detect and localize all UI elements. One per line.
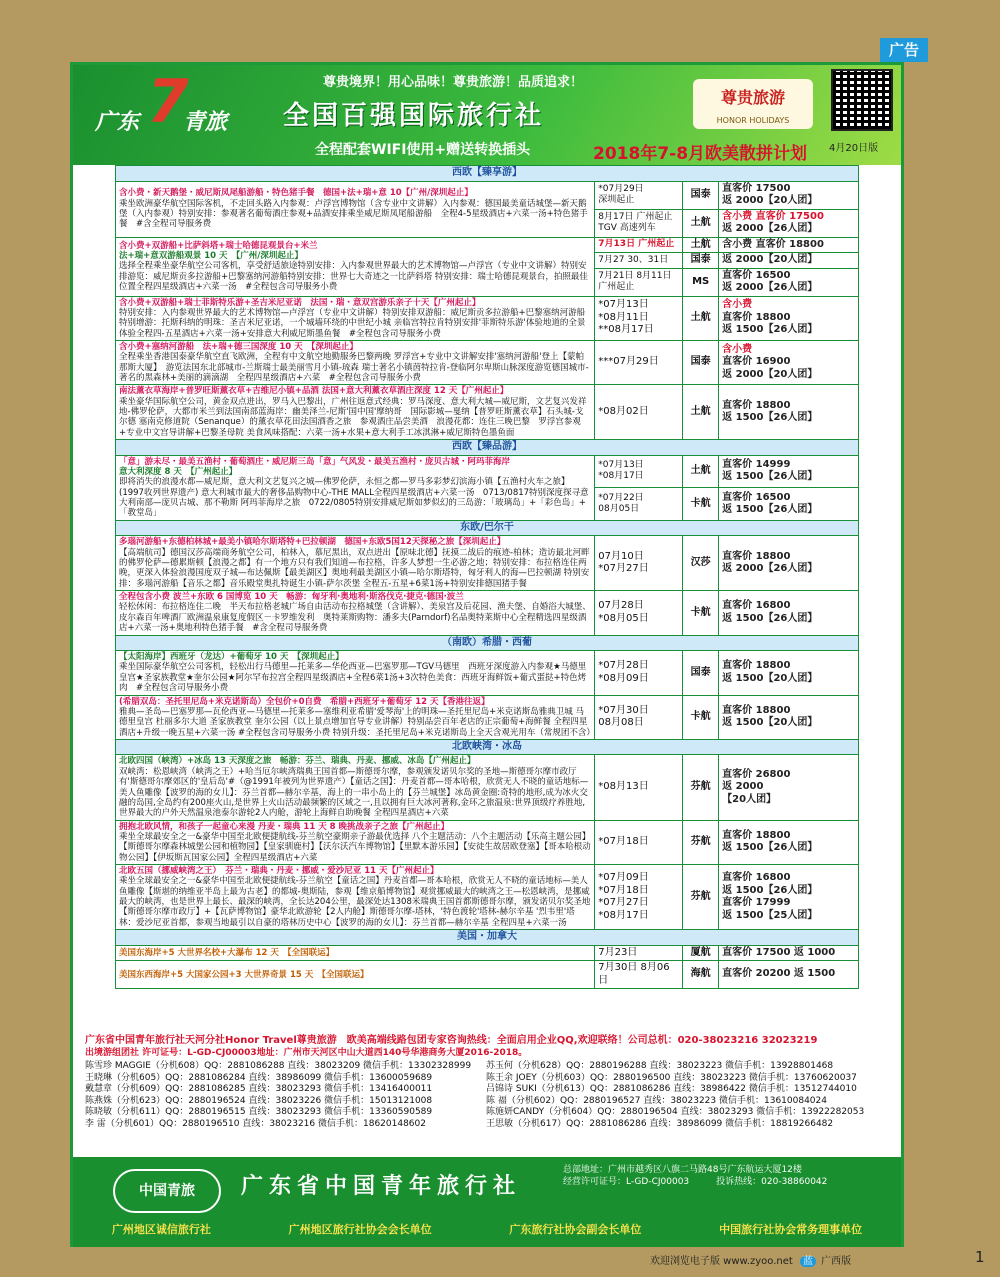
website-link[interactable]: 欢迎浏览电子版 www.zyoo.net [650,1256,793,1267]
tour-date: 7月13日 广州起止 [595,237,683,253]
tour-row[interactable] [116,455,859,488]
price: 直客价 26800 [722,768,791,780]
staff-list [85,1061,895,1130]
airline: 汉莎 [683,536,719,591]
tour-date: *08月13日 [595,755,683,820]
staff-item: 陈王余 JOEY（分机603）QQ：2880196500 直线：38023223 微信手机：13760620037 [486,1072,857,1083]
airline: 国泰 [683,181,719,209]
staff-item: 陈雪珍 MAGGIE（分机608）QQ：2881086288 直线：38023209 微信手机：13302328999 [85,1061,472,1072]
brand-footer [73,1157,901,1247]
rebate: 返 1500【26人团】 [722,884,818,896]
rebate: 返 2000【20人团】 [719,253,859,269]
slogan: 尊贵境界！用心品味！尊贵旅游！品质追求！ [323,75,584,90]
brand-slogan: 广东旅行社协会副会长单位 [509,1223,642,1236]
tour-row[interactable] [116,296,859,340]
agency-logo [87,67,247,151]
tour-title: 美国东海岸+5 大世界名校+大瀑布 12 天 【全国联运】 [116,945,595,961]
airline: 厦航 [683,945,719,961]
tour-row[interactable] [116,755,859,820]
brand-license-line: 经营许可证号：L-GD-CJ00003 投诉热线：020-38860042 [563,1176,828,1187]
rebate: 返 1500【20人团】 [722,672,818,684]
airline: 土航 [683,237,719,253]
brand-slogan: 广州地区诚信旅行社 [111,1223,211,1236]
tour-date: *07月09日 [598,872,649,884]
price: 直客价 18800 [722,829,791,841]
rebate: 返 1500【26人团】 [722,324,818,336]
tour-date: 08月08日 [598,717,644,729]
tour-desc: 【高端航司】德国汉莎高端商务航空公司，柏林入，慕尼黑出，双点进出【原味北德】抚摸二战后的痕迹-柏林；造访最北河畔的佛罗伦萨—德累斯顿【浪漫之都】有一个地方只有我们知道—布拉格，许多人梦想一生必游之地；特别安排：布拉格连住两晚，更深入体验浪漫国度双子城—布达佩斯【最美湖区】奥地利最美湖区小镇—哈尔斯塔特，匈牙利人的海—巴拉顿湖 特别安排：多瑙河游船【音乐之都】音乐殿堂奥扎特诞生小镇-萨尔茨堡 全程五-五星+6菜1汤+特别安排德国猪手餐 [119,547,590,589]
tour-desc: 选择全程乘坐豪华航空公司客机，享受舒适旅途特别安排：入内参观世界最大的艺术博物馆—卢浮宫（专业中文讲解）特别安排游览：威尼斯贡多拉游船+巴黎塞纳河游船特别安排：世界七大奇迹之一比萨斜塔 特别安排：瑞士哈德昆观景台，拍照最佳位置全程四星级酒店+六菜一汤 #全程包含司导服务小费 [119,261,588,293]
staff-item: 王晓琳（分机605）QQ：2881086284 直线：38986099 微信手机：13600059689 [85,1072,433,1083]
tour-date-note: TGV 高速列车 [598,223,656,233]
tour-date: 7月27 30、31日 [595,253,683,269]
section-header: 美国・加拿大 [116,930,859,946]
contact-info [85,1035,895,1130]
airline: 海航 [683,961,719,989]
airline: 土航 [683,209,719,237]
staff-item: 李 雷（分机601）QQ：2880196510 直线：38023216 微信手机：18620148602 [85,1118,426,1129]
brand-address-line: 总部地址：广州市越秀区八旗二马路48号广东航运大厦12楼 [563,1165,802,1175]
page-number: 1 [975,1248,985,1266]
airline: 土航 [683,296,719,340]
logo-left-text: 广东 [95,110,140,135]
tour-date: 07月10日 [598,550,644,562]
price: 直客价 16800 [722,872,791,884]
tour-date: *07月22日 [598,492,644,503]
tour-title: 多瑙河游船+东德柏林城+最美小镇哈尔斯塔特+巴拉顿湖 德国+东欧5国12天探秘之旅【深圳起止】 [119,537,506,548]
tour-date: 8月17日 广州起止 [598,211,673,222]
tour-row[interactable] [116,237,859,253]
tour-date: 7月21日 8月11日 [598,270,672,281]
brochure-page [70,62,904,1247]
rebate: 返 2000【20人团】 [722,368,818,380]
tour-date: 7月30日 8月06日 [595,961,683,989]
tour-row[interactable] [116,591,859,635]
rebate: 返 1500【26人团】 [722,612,818,624]
edition-label: 广西版 [821,1256,852,1267]
tour-row[interactable] [116,385,859,440]
plan-title: 2018年7-8月欧美散拼计划 [593,144,808,164]
staff-item: 吕锦诗 SUKI（分机613）QQ：2881086286 直线：38986422 微信手机：13512744010 [486,1084,857,1095]
honor-logo [693,79,813,129]
version-label: 4月20日版 [829,143,879,154]
section-header: （南欧）希腊・西葡 [116,635,859,651]
rebate: 返 2000【20人团】 [722,195,818,206]
section-header: 北欧峡湾・冰岛 [116,739,859,755]
tour-desc: 乘坐欧洲豪华航空国际客机，不走回头路入内参观：卢浮宫博物馆（含专业中文讲解）入内参观：德国最美童话城堡—新天鹅堡（入内参观）特别安排：参观著名葡萄酒庄参观+品酒安排乘坐威尼斯凤尾船游船 全程4-5星级酒店+六菜一汤+特色猪手餐 #含全程司导服务费 [119,198,588,230]
tour-row[interactable] [116,695,859,739]
license-line: 出境游组团社 许可证号：L-GD-CJ00003地址：广州市天河区中山大道西140号华港商务大厦2016-2018。 [85,1047,528,1058]
hotline-line: 广东省中国青年旅行社天河分社Honor Travel尊贵旅游 欧美高端线路包团专家咨询热线：全面启用企业QQ,欢迎联络！公司总机：020-38023216 32023219 [85,1035,818,1046]
logo-right-text: 青旅 [183,110,228,135]
tour-date: *07月18日 [595,820,683,864]
price: 直客价 18800 [722,311,791,323]
tour-date: *08月09日 [598,672,649,684]
tour-title: 含小费・新天鹅堡・威尼斯凤尾船游船・特色猪手餐 德国+法+瑞+意 10【广州/深圳起止】 [119,188,473,199]
tour-row[interactable] [116,536,859,591]
price: 直客价 16900 [722,356,791,368]
price-note: 含小费 [722,343,753,355]
group-size: 【20人团】 [722,793,777,805]
tour-title: 拥抱北欧风情，和孩子一起童心来漫 丹麦・瑞典 11 天 8 晚挑战亲子之旅【广州起止】 [119,821,450,832]
tour-date: *07月28日 [598,660,649,672]
tour-desc: 即将消失的浪漫水都—威尼斯，意大利文艺复兴之城—佛罗伦萨，永恒之都—罗马多彩梦幻滨海小镇【五渔村火车之旅】(1997收列世界遗产) 意大利城市最大的奢侈品购物中心-THE MALL全程四星级酒店+六菜一汤 0713/0817特别深度探寻意大利南部—庞贝古城、那不勒斯 阿玛菲海岸之旅 0722/0805特别安排威尼斯如梦似幻的三岛游：「玻璃岛」+「彩色岛」+「教堂岛」 [119,477,589,519]
honor-logo-cn: 尊贵旅游 [720,88,785,107]
tour-title: 北欧五国（挪威峡湾之王） 芬兰・瑞典・丹麦・挪威・爱沙尼亚 11 天【广州起止】 [119,866,439,877]
tour-title: 南法薰衣草海岸+普罗旺斯薰衣草+吉维尼小镇+品酒 法国+意大利薰衣草酒庄深度 12 天【广州起止】 [119,386,509,397]
rebate: 返 1500【25人团】 [722,909,818,921]
tour-date: *08月17日 [598,909,649,921]
rebate: 返 2000【26人团】 [722,563,818,575]
tour-desc: 轻松休闲：布拉格连住二晚 半天布拉格老城广场自由活动布拉格城堡（含讲解）、美泉宫及后花园、渔夫堡、自婚浴大城堡、皮尔森百年啤酒厂欧洲温泉康复度假区－卡罗维发利 奥特莱斯购物：潘多夫(Parndorf)名品奥特莱斯中心全程精选四星级酒店+六菜一汤+奥地利特色猪手餐 #含全程司导服务费 [119,602,591,634]
tour-date: *08月17日 [598,471,644,482]
price: 直客价 16500 [722,491,791,503]
airline: 卡航 [683,591,719,635]
price: 直客价 17999 [722,897,791,909]
airline: 芬航 [683,820,719,864]
price: 直客价 14999 [722,458,791,470]
brand-name: 广东省中国青年旅行社 [241,1174,522,1199]
logo-seven-mark: 7 [147,67,189,137]
rebate: 返 1500【26人团】 [722,842,818,854]
tour-row[interactable] [116,181,859,209]
staff-item: 陈燕姝（分机623）QQ：2880196524 直线：38023226 微信手机：15013121008 [85,1095,433,1106]
staff-item: 陈晓敏（分机611）QQ：2880196515 直线：38023293 微信手机：13360590589 [85,1107,433,1118]
price: 直客价 18800 [722,660,791,672]
tour-date: *08月02日 [595,385,683,440]
airline: 卡航 [683,488,719,521]
tour-row[interactable] [116,820,859,864]
price: 直客价 20200 返 1500 [719,961,859,989]
price: 直客价 17500 返 1000 [719,945,859,961]
page-title: 全国百强国际旅行社 [283,101,545,131]
section-header: 西欧【臻品游】 [116,440,859,456]
tour-row[interactable] [116,865,859,930]
tour-title: 含小费+双游船+比萨斜塔+瑞士哈德昆观景台+米兰 [119,240,318,251]
cyts-logo: 中国青旅 [113,1169,221,1213]
tour-date-note: 广州起止 [598,282,635,292]
staff-item: 王思敏（分机617）QQ：2881086286 直线：38986099 微信手机：18819266482 [486,1118,834,1129]
tour-row[interactable] [116,651,859,695]
tour-date: *08月11日 [598,311,649,323]
price: 直客价 16500 [722,269,791,281]
tour-date: *07月27日 [598,563,649,575]
brand-slogans [73,1221,901,1237]
rebate: 返 1500【26人团】 [722,471,818,483]
tour-date: *07月27日 [598,897,649,909]
tour-date: *07月29日 [598,183,644,194]
rebate: 返 2000【26人团】 [722,223,818,234]
airline: MS [683,268,719,296]
airline: 芬航 [683,865,719,930]
tour-title: 含小费+塞纳河游船 法+瑞+德三国深度 10 天 【深圳起止】 [119,341,358,352]
tour-title: 全程包含小费 波兰+东欧 6 国博览 10 天 畅游：匈牙利·奥地利·斯洛伐克·捷克·德国·波兰 [119,592,464,603]
airline: 国泰 [683,340,719,384]
tour-desc: 乘坐全球最安全之一&豪华中国至北欧便捷航线-芬兰航空【童话之国】丹麦首都—哥本哈根，欣赏无人不晓的童话地标—美人鱼雕像【斯堪的纳维亚半岛上最为古老】的都城-奥斯陆，参观【维京船博物馆】观赏挪威最大的峡湾之王—松恩峡湾，是挪威最大的峡湾，也是世界上最长、最深的峡湾，全长达204公里，最深处达1308米瑞典王国首都斯德哥尔摩，颁发诺贝尔奖圣地【斯德哥尔摩市政厅】+【瓦萨博物馆】豪华北欧游轮【2人内舱】斯德哥尔摩-塔林，'特色渡轮'塔林-赫尔辛基 '烈韦里'塔林：爱沙尼亚首都，参观当地最引以自豪的塔林历史中心【波罗的海的女儿】：芬兰首都—赫尔辛基 全程四星+六菜一汤 [119,876,591,928]
tour-date-note: 深圳起止 [598,195,635,205]
rebate: 返 1500【26人团】 [722,412,818,424]
airline: 芬航 [683,755,719,820]
price-note: 含小费 [722,299,753,311]
tour-desc: 乘坐豪华国际航空公司，黄金双点进出，罗马入巴黎出，广州往返意式经典：罗马深度、意大利大城—威尼斯，文艺复兴发祥地-佛罗伦萨，大都市米兰到法国南部蓝海岸：幽美泽兰-尼斯'国中国'摩纳哥 国际影城—戛纳【普罗旺斯薰衣草】石头城-戈尔德 塞南克修道院（Senanque）的薰衣草花田法国酒香之旅 参观酒庄品尝美酒 浪漫花都：连住三晚巴黎 罗浮宫参观+专业中文宫导讲解+巴黎圣母院 美食风味搭配：六菜一汤+水果+意大利手工冰淇淋+威尼斯特色墨鱼面 [119,396,587,438]
qr-code[interactable] [831,69,893,131]
honor-logo-en: HONOR HOLIDAYS [716,116,790,125]
rebate: 返 2000【26人团】 [722,282,818,293]
tour-date: 07月28日 [598,600,644,612]
price: 直客价 18800 [722,704,791,716]
staff-item: 苏玉何（分机628）QQ：2880196288 直线：38023223 微信手机：13928801468 [486,1061,834,1072]
airline: 卡航 [683,695,719,739]
airline: 土航 [683,385,719,440]
brand-slogan: 中国旅行社协会常务理事单位 [719,1223,863,1236]
price: 直客价 18800 [722,399,791,411]
tour-date: *07月13日 [598,299,649,311]
bottom-line [650,1252,851,1267]
tour-date: 7月23日 [595,945,683,961]
ad-tag: 广告 [880,38,928,62]
staff-item: 陈施妍CANDY（分机604）QQ：2880196504 直线：38023293 微信手机：13922282053 [486,1107,865,1118]
tour-date: *07月13日 [598,460,644,471]
tour-date: *07月18日 [598,884,649,896]
price: 直客价 16800 [722,600,791,612]
tour-title: 「意」游未尽・最美五渔村・葡萄酒庄・威尼斯三岛「意」气风发・最美五渔村・庞贝古城・阿玛菲海岸 [119,456,511,467]
tour-subtitle: 法+瑞+意双游船观景 10 天 【广州/深圳起止】 [119,250,303,261]
tour-title: (希腊双岛：圣托里尼岛+米克诺斯岛）全包价+0自费 希腊+西班牙+葡萄牙 12 天【香港往返】 [119,696,490,707]
tour-title: 含小费+双游船+瑞士菲斯特乐游+圣吉米尼亚诺 法国・瑞・意双宫游乐亲子十天【广州起止】 [119,297,481,308]
tour-table [115,165,859,989]
airline: 国泰 [683,651,719,695]
price: 含小费 直客价 17500 [722,210,824,222]
staff-item: 戴慧章（分机609）QQ：2881086285 直线：38023293 微信手机：13416400011 [85,1084,433,1095]
price: 直客价 17500 [722,182,791,194]
header-banner [73,65,901,165]
tour-desc: 双峡湾：松恩峡湾（峡湾之王）+哈当厄尔峡湾瑞典王国首都—斯德哥尔摩，参观颁发诺贝尔奖的圣地—斯德哥尔摩市政厅有'斯德哥尔摩郊区的'皇后岛'#（@1991年被列为世界遗产）【童话之国】：丹麦首都—哥本哈根，欣赏无人不晓的童话地标—美人鱼雕像【波罗的海的女儿】：芬兰首都—赫尔辛基，海上的一串小岛上的【芬兰城堡】冰岛黄金圈:奇特的地形,成为冰火交融的岛国,全岛约有200座火山,是世界上火山活动最频繁的区域之一,且以拥有巨大冰河著称,金环之旅温泉:世界顶级疗养胜地,世界最大的户外天然温泉池泰尔游轮2人内舱，游轮上海鲜自助晚餐 全程四星酒店+六菜 [119,766,589,819]
tour-date: *07月30日 [598,704,649,716]
tour-date: 08月05日 [598,504,640,515]
tour-subtitle: 意大利深度 8 天 【广州起止】 [119,467,238,478]
edition-badge: 蓝 [800,1256,816,1267]
tour-title: 【太阳海岸】西班牙（龙达）+葡萄牙 10 天 【深圳起止】 [119,652,344,663]
tour-row[interactable] [116,945,859,961]
rebate: 返 1500【20人团】 [722,717,818,729]
price: 含小费 直客价 18800 [719,237,859,253]
tour-row[interactable] [116,961,859,989]
section-header: 西欧【臻享游】 [116,166,859,182]
tour-date: *08月05日 [598,612,649,624]
staff-item: 陈 福（分机602）QQ：2880196527 直线：38023223 微信手机：13610084024 [486,1095,827,1106]
tour-date: **08月17日 [598,324,654,336]
tour-desc: 乘坐全球最安全之一&豪华中国至北欧便捷航线-芬兰航空豪期亲子游最优选择 八个主题活动：八个主题活动【乐高主题公园】【斯德哥尔摩森林城堡公园和植物园】【皇家驯鹿村】【沃尔沃汽车博物馆】【里默本游乐园】【安徒生故居欧登塞】【哥本哈根动物公园】【伊坂斯瓦国家公园】全程四星级酒店+六菜 [119,831,591,863]
tour-row[interactable] [116,340,859,384]
tour-title: 美国东西海岸+5 大国家公园+3 大世界奇景 15 天 【全国联运】 [116,961,595,989]
tour-desc: 特别安排：入内参观世界最大的艺术博物馆—卢浮宫（专业中文讲解）特别安排双游船：威尼斯贡多拉游船+巴黎塞纳河游船特别增游：托斯科纳的明珠：圣吉米尼亚诺，一个城墙环绕的中世纪小城 亲临宫特拉肯特别安排'菲斯特乐游'体验地道的全景体验全程四-五星酒店+六菜一汤+安排意大利威尼斯墨鱼餐 #全程包含司导服务小费 [119,307,586,339]
price: 直客价 18800 [722,550,791,562]
airline: 国泰 [683,253,719,269]
rebate: 返 2000 [722,781,764,793]
tour-desc: 乘坐国际豪华航空公司客机，轻松出行马德里—托莱多—华伦西亚—巴塞罗那—TGV马德里 西班牙深度游入内参观★马德里皇宫★圣家族教堂★奎尔公园★阿尔罕布拉宫全程四星级酒店+全程6菜1汤+3次特色美食：西班牙海鲜饭+葡式蛋挞+特色烤肉 #全程包含司导服务小费 [119,662,587,694]
section-header: 东欧/巴尔干 [116,520,859,536]
brand-address [563,1165,827,1188]
rebate: 返 1500【26人团】 [722,504,818,516]
tour-title: 北欧四国（峡湾）+冰岛 13 天深度之旅 畅游：芬兰、瑞典、丹麦、挪威、冰岛【广州起止】 [119,756,476,767]
wifi-note: 全程配套WIFI使用+赠送转换插头 [315,142,531,158]
tour-date: ***07月29日 [595,340,683,384]
airline: 土航 [683,455,719,488]
brand-slogan: 广州地区旅行社协会会长单位 [288,1223,432,1236]
tour-desc: 全程乘坐香港国泰豪华航空直飞欧洲，全程有中文航空地勤服务巴黎两晚 罗浮宫+专业中文讲解安排'塞纳河游船'登上【蒙帕那斯大厦】 游览法国东北部城市-兰斯瑞士最美丽雪月小镇-琉森 瑞士著名小镇茵特拉肯-登临阿尔卑斯山脉深度游览德国城市-著名的黑森林+美丽的滴滴湖 全程四星级酒店+六菜 #全程包含司导服务小费 [119,352,589,384]
tour-desc: 雅典—圣岛—巴塞罗那—瓦伦西亚—马德里—托莱多—塞维利亚希腊'爱琴海'上的明珠—圣托里尼岛+米克诺斯岛雅典卫城 马德里皇宫 杜丽多尔大道 圣家族教堂 奎尔公园（以上景点增加官导专业讲解）特别品尝百年老店的正宗葡萄+海鲜餐 全程四星酒店+升级一晚五星+六菜一汤 #全程包含司导服务小费 特别升级：圣托里尼岛+米克诺斯岛上全天含观光用车（常规团不含） [119,706,595,738]
